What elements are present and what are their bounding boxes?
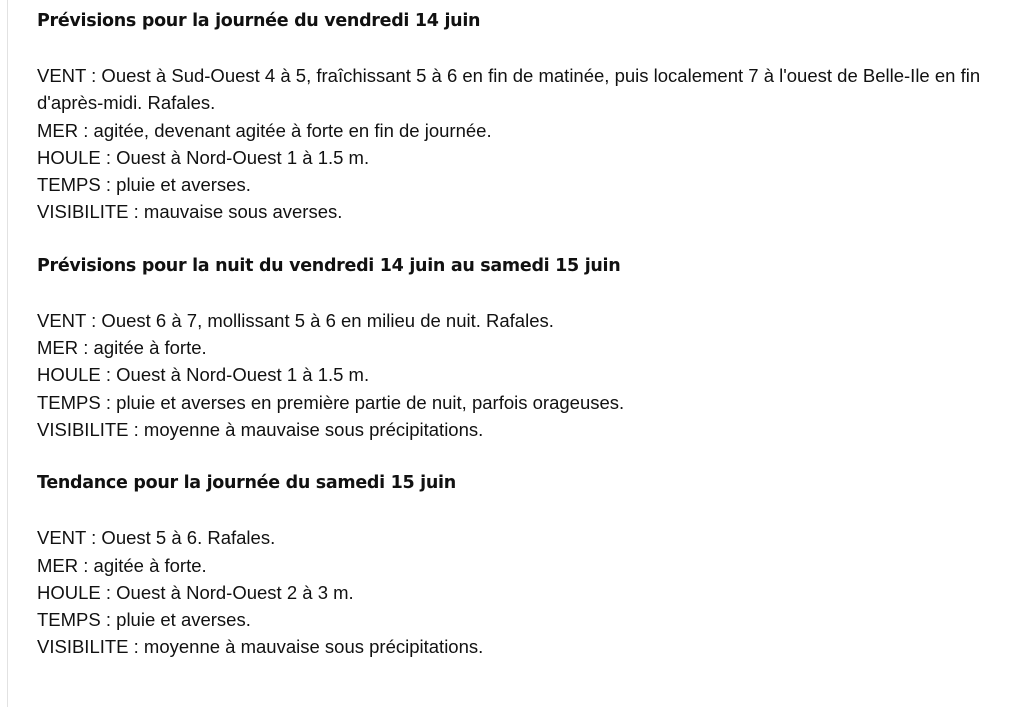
section-heading: Prévisions pour la journée du vendredi 14 juin [37,11,481,31]
swell-line: HOULE : Ouest à Nord-Ouest 2 à 3 m. [37,581,354,603]
sea-line: MER : agitée, devenant agitée à forte en fin de journée. [37,119,492,141]
visibility-line: VISIBILITE : moyenne à mauvaise sous précipitations. [37,418,484,440]
weather-line: TEMPS : pluie et averses. [37,609,251,631]
wind-line: VENT : Ouest 5 à 6. Rafales. [37,527,276,549]
forecast-section-night-friday-saturday [37,253,1022,443]
wind-line: VENT : Ouest à Sud-Ouest 4 à 5, fraîchissant 5 à 6 en fin de matinée, puis localement 7 à l'ouest de Belle-Ile en fin d'après-midi. Rafales. [37,65,981,114]
swell-line: HOULE : Ouest à Nord-Ouest 1 à 1.5 m. [37,364,370,386]
visibility-line: VISIBILITE : mauvaise sous averses. [37,201,343,223]
weather-line: TEMPS : pluie et averses en première partie de nuit, parfois orageuses. [37,391,625,413]
sea-line: MER : agitée à forte. [37,337,207,359]
forecast-lines [37,62,1022,226]
forecast-section-trend-saturday [37,470,1022,660]
swell-line: HOULE : Ouest à Nord-Ouest 1 à 1.5 m. [37,146,370,168]
section-heading: Prévisions pour la nuit du vendredi 14 juin au samedi 15 juin [37,255,621,276]
forecast-section-day-friday [37,8,1022,226]
forecast-lines [37,524,1022,660]
wind-line: VENT : Ouest 6 à 7, mollissant 5 à 6 en milieu de nuit. Rafales. [37,309,554,331]
left-border-rule [7,0,8,707]
weather-line: TEMPS : pluie et averses. [37,174,251,196]
forecast-document [37,8,1022,688]
section-heading: Tendance pour la journée du samedi 15 juin [37,473,456,494]
forecast-lines [37,307,1022,443]
sea-line: MER : agitée à forte. [37,554,207,576]
visibility-line: VISIBILITE : moyenne à mauvaise sous précipitations. [37,636,484,658]
